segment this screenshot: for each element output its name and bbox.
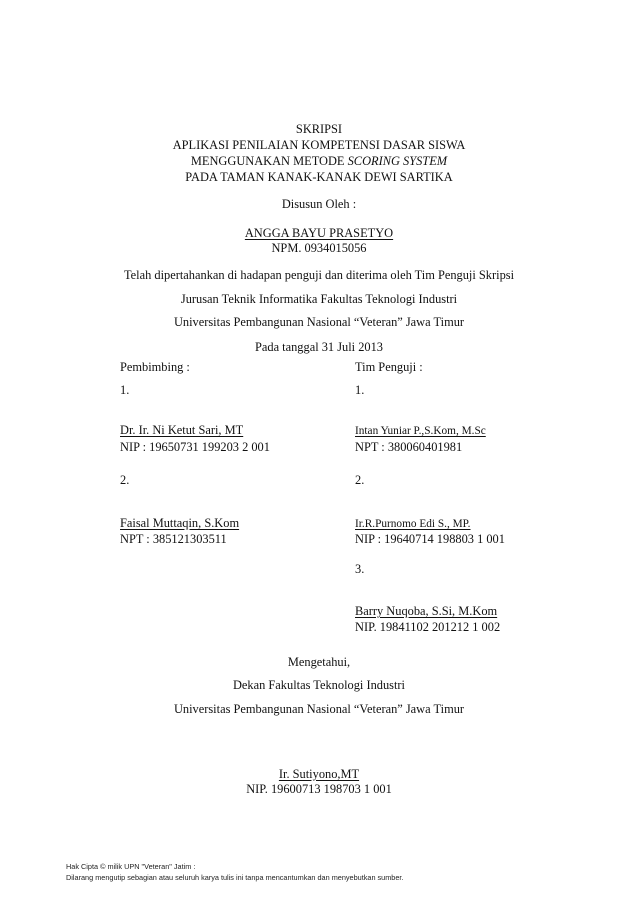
dean-name-text: Ir. Sutiyono,MT [278, 767, 360, 781]
title-line-2-italic: SCORING SYSTEM [347, 154, 448, 168]
title-line-1: APLIKASI PENILAIAN KOMPETENSI DASAR SISWA [172, 138, 466, 152]
examiner-3-name: Barry Nuqoba, S.Si, M.Kom [355, 604, 498, 618]
examiner-3-number: 3. [355, 562, 365, 576]
title-line-3: PADA TAMAN KANAK-KANAK DEWI SARTIKA [185, 170, 453, 184]
examiner-1-name: Intan Yuniar P.,S.Kom, M.Sc [355, 425, 486, 437]
approval-university: Universitas Pembangunan Nasional “Veteran” Jawa Timur [173, 702, 465, 716]
defense-line-3: Universitas Pembangunan Nasional “Veteran” Jawa Timur [173, 315, 465, 329]
advisor-1-name: Dr. Ir. Ni Ketut Sari, MT [120, 423, 244, 437]
defense-date: Pada tanggal 31 Juli 2013 [254, 340, 384, 354]
author-npm: NPM. 0934015056 [271, 241, 367, 255]
title-line-2 [0, 154, 638, 169]
examiner-1-number: 1. [355, 383, 365, 397]
title-line-2-text: MENGGUNAKAN METODE [190, 154, 348, 168]
author-name-text: ANGGA BAYU PRASETYO [244, 226, 394, 240]
document-type: SKRIPSI [295, 122, 343, 136]
examiner-2-id: NIP : 19640714 198803 1 001 [355, 532, 505, 546]
advisor-2-number: 2. [120, 473, 130, 487]
examiner-2-name: Ir.R.Purnomo Edi S., MP. [355, 518, 471, 530]
advisor-2-name: Faisal Muttaqin, S.Kom [120, 516, 240, 530]
advisor-1-id: NIP : 19650731 199203 2 001 [120, 440, 270, 454]
advisors-heading: Pembimbing : [120, 360, 190, 374]
advisor-1-number: 1. [120, 383, 130, 397]
advisor-2-id: NPT : 385121303511 [120, 532, 227, 546]
footer-copyright: Hak Cipta © milik UPN "Veteran" Jatim : [66, 862, 196, 871]
footer-notice: Dilarang mengutip sebagian atau seluruh karya tulis ini tanpa mencantumkan dan menyebutkan sumber. [66, 873, 404, 882]
examiner-2-number: 2. [355, 473, 365, 487]
author-label: Disusun Oleh : [281, 197, 357, 211]
examiners-heading: Tim Penguji : [355, 360, 423, 374]
defense-line-2: Jurusan Teknik Informatika Fakultas Teknologi Industri [180, 292, 458, 306]
defense-line-1: Telah dipertahankan di hadapan penguji dan diterima oleh Tim Penguji Skripsi [123, 268, 515, 282]
approval-position: Dekan Fakultas Teknologi Industri [232, 678, 405, 692]
examiner-1-id: NPT : 380060401981 [355, 440, 463, 454]
dean-name [0, 767, 638, 782]
dean-nip: NIP. 19600713 198703 1 001 [246, 782, 392, 796]
examiner-3-id: NIP. 19841102 201212 1 002 [355, 620, 501, 634]
author-name [0, 226, 638, 241]
approval-label: Mengetahui, [287, 655, 351, 669]
